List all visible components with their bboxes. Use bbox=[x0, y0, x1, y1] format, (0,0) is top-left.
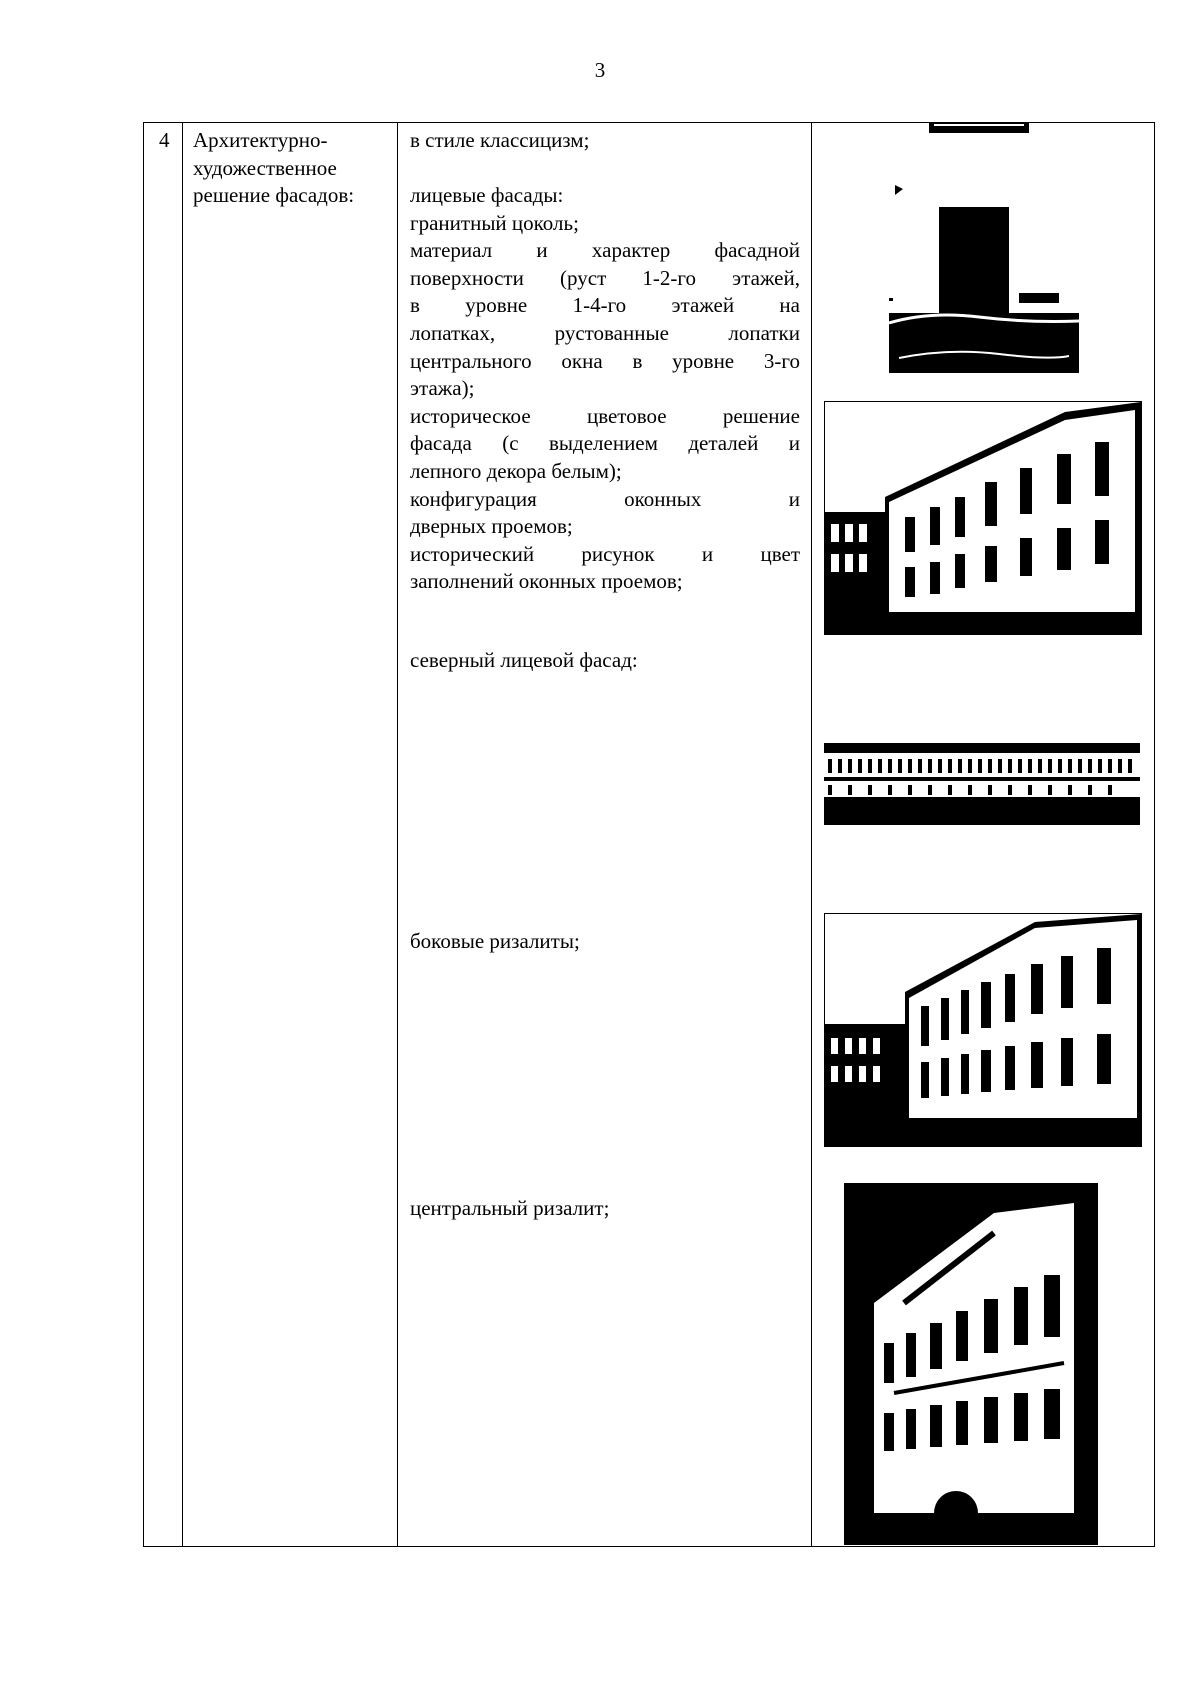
config-line-last: дверных проемов; bbox=[410, 514, 573, 539]
facades-block bbox=[410, 182, 800, 596]
material-line: материал и характер фасадной bbox=[410, 238, 800, 263]
column-divider bbox=[182, 123, 183, 1546]
color-line: фасада (с выделением деталей и bbox=[410, 431, 800, 456]
page-number: 3 bbox=[594, 58, 606, 82]
material-line: в уровне 1-4-го этажей на bbox=[410, 293, 800, 318]
color-line-last: лепного декора белым); bbox=[410, 458, 622, 483]
granite-plinth-text: гранитный цоколь; bbox=[410, 210, 579, 235]
row-title-line: решение фасадов: bbox=[193, 183, 355, 208]
facades-heading: лицевые фасады: bbox=[410, 183, 564, 207]
central-risalit-text: центральный ризалит; bbox=[410, 1196, 610, 1220]
facade-corner-photo bbox=[824, 401, 1142, 635]
material-line: центрального окна в уровне 3-го bbox=[410, 348, 800, 373]
pattern-line-last: заполнений оконных проемов; bbox=[410, 569, 683, 594]
column-divider bbox=[397, 123, 398, 1546]
north-facade-text: северный лицевой фасад: bbox=[410, 648, 638, 672]
column-divider bbox=[811, 123, 812, 1546]
row-title-line: художественное bbox=[193, 155, 337, 180]
row-title-line: Архитектурно- bbox=[193, 128, 328, 152]
pattern-line: исторический рисунок и цвет bbox=[410, 541, 800, 566]
color-line: историческое цветовое решение bbox=[410, 403, 800, 428]
material-line: лопатках, рустованные лопатки bbox=[410, 320, 800, 345]
row-title bbox=[193, 127, 398, 210]
side-risalits-text: боковые ризалиты; bbox=[410, 929, 580, 953]
central-risalit-photo bbox=[844, 1183, 1098, 1545]
row-number: 4 bbox=[159, 128, 170, 152]
material-line-last: этажа); bbox=[410, 376, 475, 401]
granite-plinth-photo bbox=[879, 123, 1079, 373]
config-line: конфигурация оконных и bbox=[410, 486, 800, 511]
style-text: в стиле классицизм; bbox=[410, 128, 590, 152]
north-facade-panorama-photo bbox=[824, 715, 1140, 825]
facade-table bbox=[143, 122, 1155, 1547]
material-line: поверхности (руст 1-2-го этажей, bbox=[410, 265, 800, 290]
side-risalit-photo bbox=[824, 913, 1142, 1147]
